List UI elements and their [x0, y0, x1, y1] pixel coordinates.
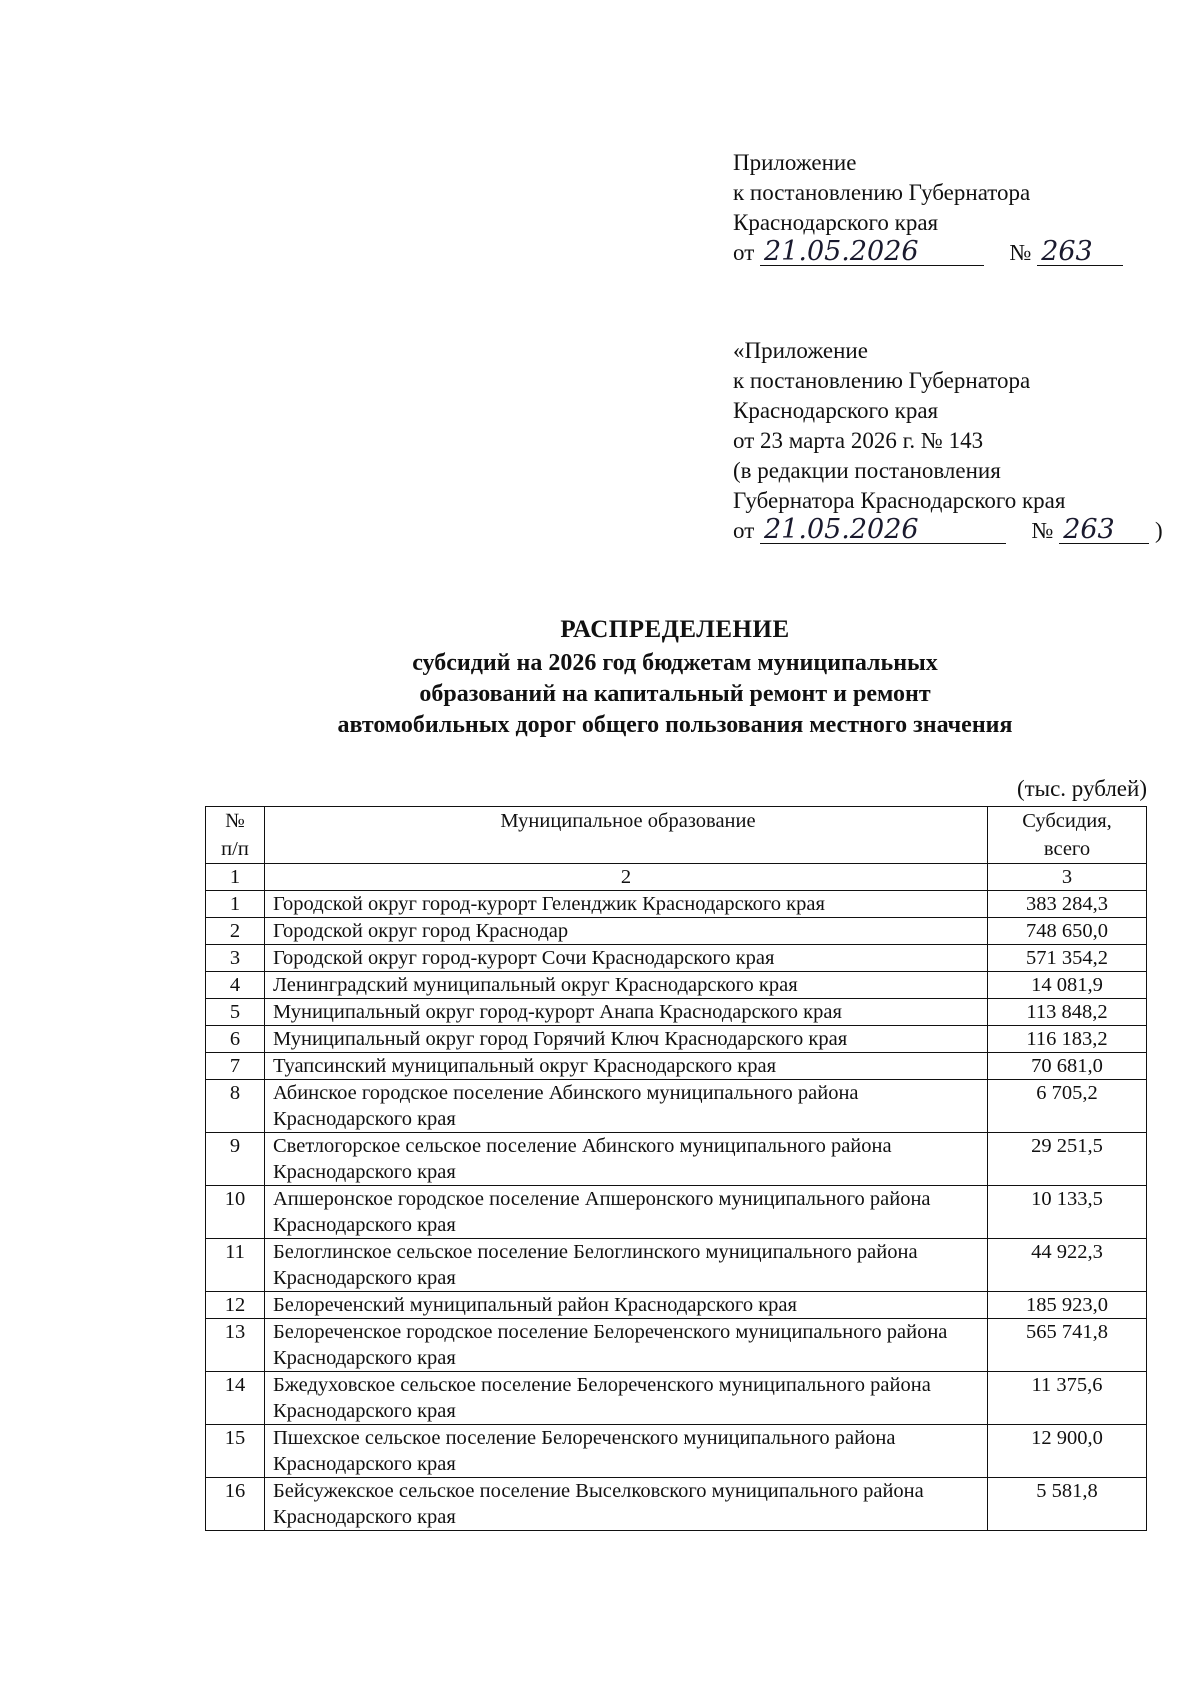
row-subsidy: 29 251,5 [988, 1133, 1147, 1186]
row-subsidy: 565 741,8 [988, 1319, 1147, 1372]
row-subsidy: 6 705,2 [988, 1080, 1147, 1133]
table-row [206, 945, 1147, 972]
row-number: 1 [206, 891, 265, 918]
row-subsidy: 70 681,0 [988, 1053, 1147, 1080]
row-number: 5 [206, 999, 265, 1026]
row-municipality: Светлогорское сельское поселение Абинского муниципального района Краснодарского края [265, 1133, 988, 1186]
handwritten-date: 21.05.2026 [760, 517, 1006, 544]
header-subsidy-line-1: Субсидия, [1022, 810, 1112, 832]
row-municipality: Пшехское сельское поселение Белореченского муниципального района Краснодарского края [265, 1425, 988, 1478]
appendix-date-line [733, 238, 1123, 268]
number-label: № [1031, 518, 1054, 543]
header-number-line-2: п/п [221, 838, 249, 860]
row-number: 4 [206, 972, 265, 999]
table-row [206, 1080, 1147, 1133]
row-municipality: Бжедуховское сельское поселение Белореченского муниципального района Краснодарского края [265, 1372, 988, 1425]
table-row [206, 1478, 1147, 1531]
row-municipality: Туапсинский муниципальный округ Краснодарского края [265, 1053, 988, 1080]
quoted-decree-line: к постановлению Губернатора [733, 368, 1031, 393]
table-row [206, 999, 1147, 1026]
from-label: от [733, 518, 755, 543]
header-number-line-1: № [225, 810, 245, 832]
row-number: 10 [206, 1186, 265, 1239]
quoted-original-date-line: от 23 марта 2026 г. № 143 [733, 428, 984, 453]
row-municipality: Белореченское городское поселение Белореченского муниципального района Краснодарского края [265, 1319, 988, 1372]
appendix-region-line: Краснодарского края [733, 210, 939, 235]
row-subsidy: 11 375,6 [988, 1372, 1147, 1425]
index-cell: 3 [988, 864, 1147, 891]
row-subsidy: 185 923,0 [988, 1292, 1147, 1319]
subtitle-line-1: субсидий на 2026 год бюджетам муниципальных [412, 650, 938, 676]
header-number [206, 807, 265, 864]
quoted-governor-line: Губернатора Краснодарского края [733, 488, 1066, 513]
row-municipality: Городской округ город-курорт Геленджик Краснодарского края [265, 891, 988, 918]
number-label: № [1009, 240, 1032, 265]
row-subsidy: 116 183,2 [988, 1026, 1147, 1053]
table-index-row [206, 864, 1147, 891]
appendix-label: Приложение [733, 150, 857, 175]
table-row [206, 1053, 1147, 1080]
row-municipality: Муниципальный округ город-курорт Анапа Краснодарского края [265, 999, 988, 1026]
index-cell: 2 [265, 864, 988, 891]
row-number: 9 [206, 1133, 265, 1186]
table-row [206, 1372, 1147, 1425]
document-title: РАСПРЕДЕЛЕНИЕ [560, 616, 790, 643]
handwritten-number: 263 [1059, 517, 1149, 544]
row-number: 15 [206, 1425, 265, 1478]
header-municipality: Муниципальное образование [265, 807, 988, 864]
table-row [206, 972, 1147, 999]
table-row [206, 1292, 1147, 1319]
units-label: (тыс. рублей) [1016, 776, 1147, 801]
quoted-edition-line: (в редакции постановления [733, 458, 1001, 483]
row-municipality: Абинское городское поселение Абинского муниципального района Краснодарского края [265, 1080, 988, 1133]
table-row [206, 1186, 1147, 1239]
quoted-region-line: Краснодарского края [733, 398, 939, 423]
row-subsidy: 113 848,2 [988, 999, 1147, 1026]
row-municipality: Апшеронское городское поселение Апшеронского муниципального района Краснодарского края [265, 1186, 988, 1239]
table-row [206, 1026, 1147, 1053]
subtitle-line-3: автомобильных дорог общего пользования местного значения [337, 712, 1013, 738]
row-subsidy: 571 354,2 [988, 945, 1147, 972]
distribution-table [205, 806, 1147, 1531]
row-number: 16 [206, 1478, 265, 1531]
row-subsidy: 5 581,8 [988, 1478, 1147, 1531]
table-header-row [206, 807, 1147, 864]
table-row [206, 1239, 1147, 1292]
table-row [206, 918, 1147, 945]
row-number: 14 [206, 1372, 265, 1425]
row-municipality: Бейсужекское сельское поселение Выселковского муниципального района Краснодарского края [265, 1478, 988, 1531]
row-subsidy: 748 650,0 [988, 918, 1147, 945]
close-paren: ) [1154, 518, 1163, 543]
table-row [206, 891, 1147, 918]
table-row [206, 1319, 1147, 1372]
row-municipality: Городской округ город-курорт Сочи Краснодарского края [265, 945, 988, 972]
header-subsidy [988, 807, 1147, 864]
row-number: 11 [206, 1239, 265, 1292]
row-subsidy: 10 133,5 [988, 1186, 1147, 1239]
table-row [206, 1133, 1147, 1186]
index-cell: 1 [206, 864, 265, 891]
document-subtitle [0, 648, 1200, 741]
appendix-header [733, 148, 1123, 268]
handwritten-number: 263 [1037, 239, 1123, 266]
row-number: 12 [206, 1292, 265, 1319]
row-municipality: Городской округ город Краснодар [265, 918, 988, 945]
row-number: 2 [206, 918, 265, 945]
quoted-appendix-label: «Приложение [733, 338, 868, 363]
row-number: 6 [206, 1026, 265, 1053]
quoted-appendix-header [733, 336, 1163, 546]
quoted-date-line [733, 516, 1163, 546]
row-municipality: Ленинградский муниципальный округ Краснодарского края [265, 972, 988, 999]
row-number: 7 [206, 1053, 265, 1080]
row-municipality: Муниципальный округ город Горячий Ключ Краснодарского края [265, 1026, 988, 1053]
handwritten-date: 21.05.2026 [760, 239, 984, 266]
row-municipality: Белореченский муниципальный район Краснодарского края [265, 1292, 988, 1319]
row-number: 13 [206, 1319, 265, 1372]
row-subsidy: 44 922,3 [988, 1239, 1147, 1292]
subtitle-line-2: образований на капитальный ремонт и ремонт [419, 681, 931, 707]
row-municipality: Белоглинское сельское поселение Белоглинского муниципального района Краснодарского края [265, 1239, 988, 1292]
row-number: 3 [206, 945, 265, 972]
row-subsidy: 383 284,3 [988, 891, 1147, 918]
from-label: от [733, 240, 755, 265]
row-subsidy: 14 081,9 [988, 972, 1147, 999]
table-row [206, 1425, 1147, 1478]
appendix-decree-line: к постановлению Губернатора [733, 180, 1031, 205]
row-number: 8 [206, 1080, 265, 1133]
header-subsidy-line-2: всего [1043, 838, 1091, 860]
row-subsidy: 12 900,0 [988, 1425, 1147, 1478]
